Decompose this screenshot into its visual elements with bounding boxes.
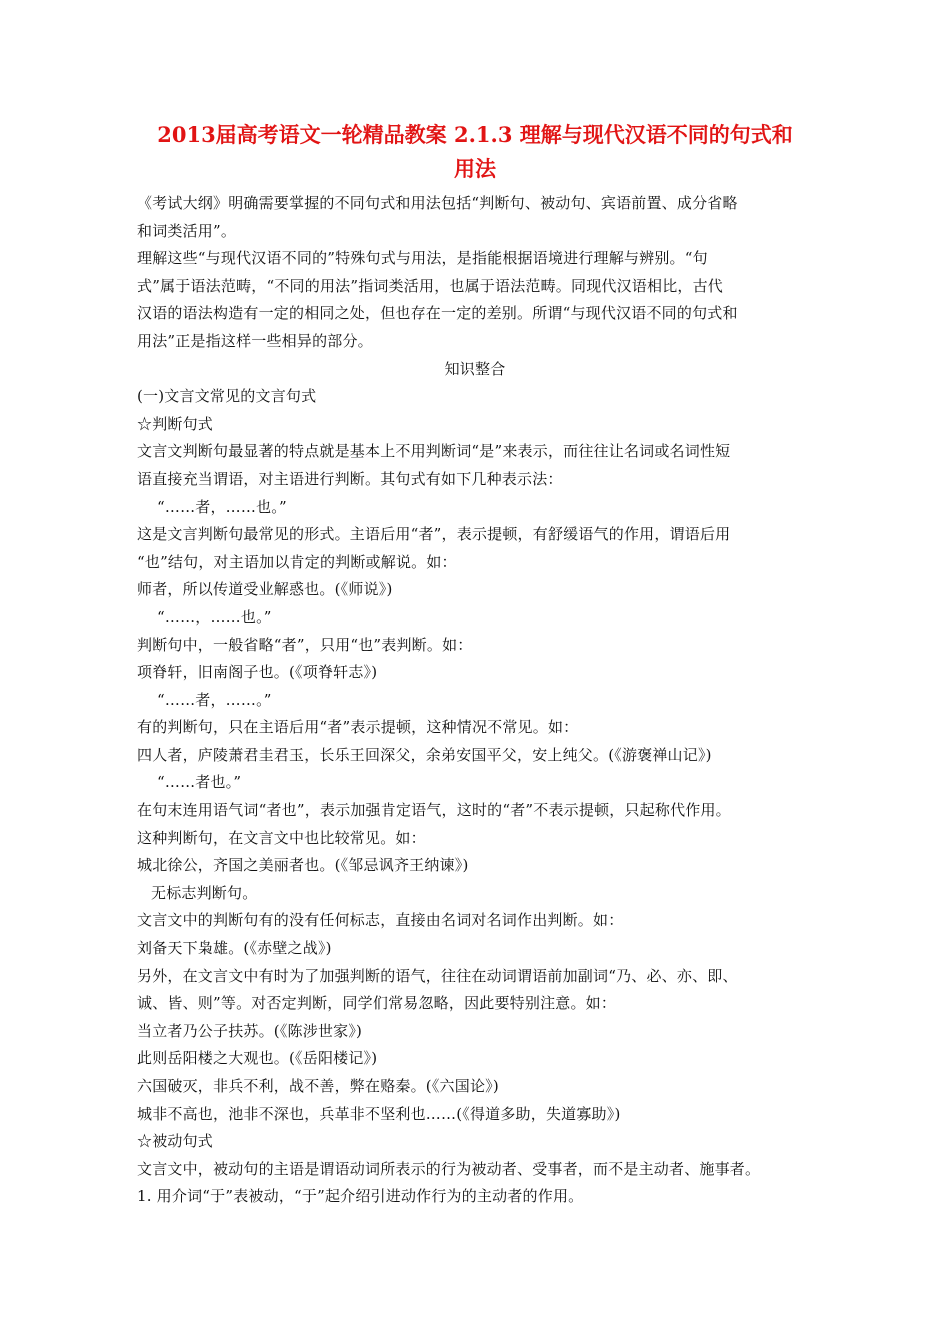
document-title <box>137 118 813 186</box>
text-line: 《考试大纲》明确需要掌握的不同句式和用法包括“判断句、被动句、宾语前置、成分省略 <box>137 194 738 212</box>
title-line-1: 2013届高考语文一轮精品教案 2.1.3 理解与现代汉语不同的句式和 <box>157 122 793 147</box>
text-line: 理解这些“与现代汉语不同的”特殊句式与用法，是指能根据语境进行理解与辨别。“句 <box>137 249 708 268</box>
text-line: 项脊轩，旧南阁子也。(《项脊轩志》) <box>137 663 378 682</box>
text-line: 师者，所以传道受业解惑也。(《师说》) <box>137 580 393 599</box>
text-line: 四人者，庐陵萧君圭君玉，长乐王回深父，余弟安国平父，安上纯父。(《游褒禅山记》) <box>137 745 712 764</box>
text-line: 文言文判断句最显著的特点就是基本上不用判断词“是”来表示，而往往让名词或名词性短 <box>137 442 731 461</box>
text-line: 语直接充当谓语，对主语进行判断。其句式有如下几种表示法： <box>137 469 563 488</box>
text-line: 此则岳阳楼之大观也。(《岳阳楼记》) <box>137 1049 378 1068</box>
text-line: 文言文中，被动句的主语是谓语动词所表示的行为被动者、受事者，而不是主动者、施事者。 <box>137 1159 761 1178</box>
document-page <box>137 118 813 1211</box>
document-body <box>137 190 813 1211</box>
text-line: 无标志判断句。 <box>151 883 258 902</box>
text-line: 六国破灭，非兵不利，战不善，弊在赂秦。(《六国论》) <box>137 1077 499 1095</box>
text-line: “……者，……也。” <box>157 497 287 516</box>
text-line: 式”属于语法范畴，“不同的用法”指词类活用，也属于语法范畴。同现代汉语相比，古代 <box>137 276 724 295</box>
text-line: 城非不高也，池非不深也，兵革非不坚利也……(《得道多助，失道寡助》) <box>137 1104 621 1123</box>
text-line: 有的判断句，只在主语后用“者”表示提顿，这种情况不常见。如： <box>137 718 579 737</box>
text-line: (一)文言文常见的文言句式 <box>137 387 317 406</box>
text-line: 城北徐公，齐国之美丽者也。(《邹忌讽齐王纳谏》) <box>137 856 469 875</box>
text-line: 判断句中，一般省略“者”，只用“也”表判断。如： <box>137 635 473 654</box>
title-line-2: 用法 <box>454 156 496 181</box>
text-line: 刘备天下枭雄。(《赤壁之战》) <box>137 939 332 958</box>
text-line: 当立者乃公子扶苏。(《陈涉世家》) <box>137 1021 363 1040</box>
text-line: “……者也。” <box>157 773 242 792</box>
text-line: “也”结句，对主语加以肯定的判断或解说。如： <box>137 552 457 571</box>
section-heading: 知识整合 <box>444 359 506 378</box>
text-line: 诚、皆、则”等。对否定判断，同学们常易忽略，因此要特别注意。如： <box>137 994 617 1013</box>
text-line: 和词类活用”。 <box>137 221 237 240</box>
text-line: 汉语的语法构造有一定的相同之处，但也存在一定的差别。所谓“与现代汉语不同的句式和 <box>137 304 738 323</box>
text-line: “……，……也。” <box>157 607 272 626</box>
text-line: 文言文中的判断句有的没有任何标志，直接由名词对名词作出判断。如： <box>137 911 624 930</box>
text-line: “……者，……。” <box>157 690 272 709</box>
text-line: 这是文言判断句最常见的形式。主语后用“者”，表示提顿，有舒缓语气的作用，谓语后用 <box>137 525 731 544</box>
text-line: 用法”正是指这样一些相异的部分。 <box>137 331 373 350</box>
text-line: ☆被动句式 <box>137 1132 214 1151</box>
text-line: 另外，在文言文中有时为了加强判断的语气，往往在动词谓语前加副词“乃、必、亦、即、 <box>137 966 738 985</box>
text-line: 这种判断句，在文言文中也比较常见。如： <box>137 828 426 847</box>
text-line: ☆判断句式 <box>137 414 214 433</box>
text-line: 在句末连用语气词“者也”，表示加强肯定语气，这时的“者”不表示提顿，只起称代作用。 <box>137 801 731 820</box>
text-line: 1. 用介词“于”表被动，“于”起介绍引进动作行为的主动者的作用。 <box>137 1187 584 1206</box>
